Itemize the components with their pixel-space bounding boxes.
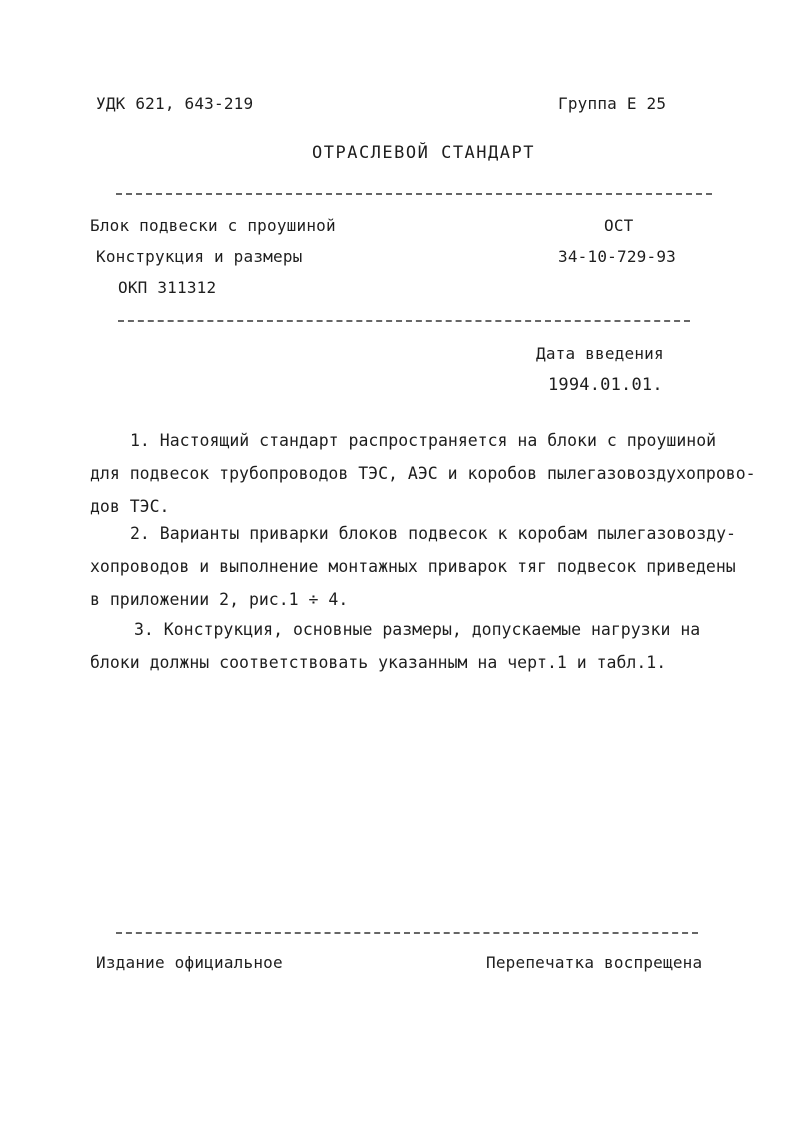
paragraph-line: в приложении 2, рис.1 ÷ 4. — [90, 590, 349, 609]
paragraph-line: 3. Конструкция, основные размеры, допускаемые нагрузки на — [134, 620, 701, 639]
footer-edition: Издание официальное — [96, 953, 283, 972]
top-divider — [116, 193, 712, 195]
footer-divider — [116, 932, 698, 934]
group-code: Группа Е 25 — [558, 94, 667, 113]
footer-reprint: Перепечатка воспрещена — [486, 953, 703, 972]
paragraph-line: дов ТЭС. — [90, 497, 170, 516]
document-title: ОТРАСЛЕВОЙ СТАНДАРТ — [312, 143, 535, 163]
mid-divider — [118, 320, 690, 322]
paragraph-line: для подвесок трубопроводов ТЭС, АЭС и коробов пылегазовоздухопрово- — [90, 464, 756, 483]
intro-date: 1994.01.01. — [548, 375, 663, 395]
paragraph-3 — [90, 613, 700, 679]
standard-name-line2: Конструкция и размеры — [96, 247, 303, 266]
intro-date-label: Дата введения — [536, 344, 664, 363]
paragraph-line: блоки должны соответствовать указанным на черт.1 и табл.1. — [90, 653, 667, 672]
paragraph-line: 2. Варианты приварки блоков подвесок к коробам пылегазовозду- — [130, 524, 736, 543]
standard-name-line1: Блок подвески с проушиной — [90, 216, 336, 235]
udk-code: УДК 621, 643-219 — [96, 94, 254, 113]
ost-number: 34-10-729-93 — [558, 247, 676, 266]
okp-code: ОКП 311312 — [118, 278, 217, 297]
paragraph-line: хопроводов и выполнение монтажных приварок тяг подвесок приведены — [90, 557, 736, 576]
paragraph-line: 1. Настоящий стандарт распространяется на блоки с проушиной — [130, 431, 717, 450]
paragraph-2 — [90, 517, 736, 616]
paragraph-1 — [90, 424, 756, 523]
ost-label: ОСТ — [604, 216, 634, 235]
